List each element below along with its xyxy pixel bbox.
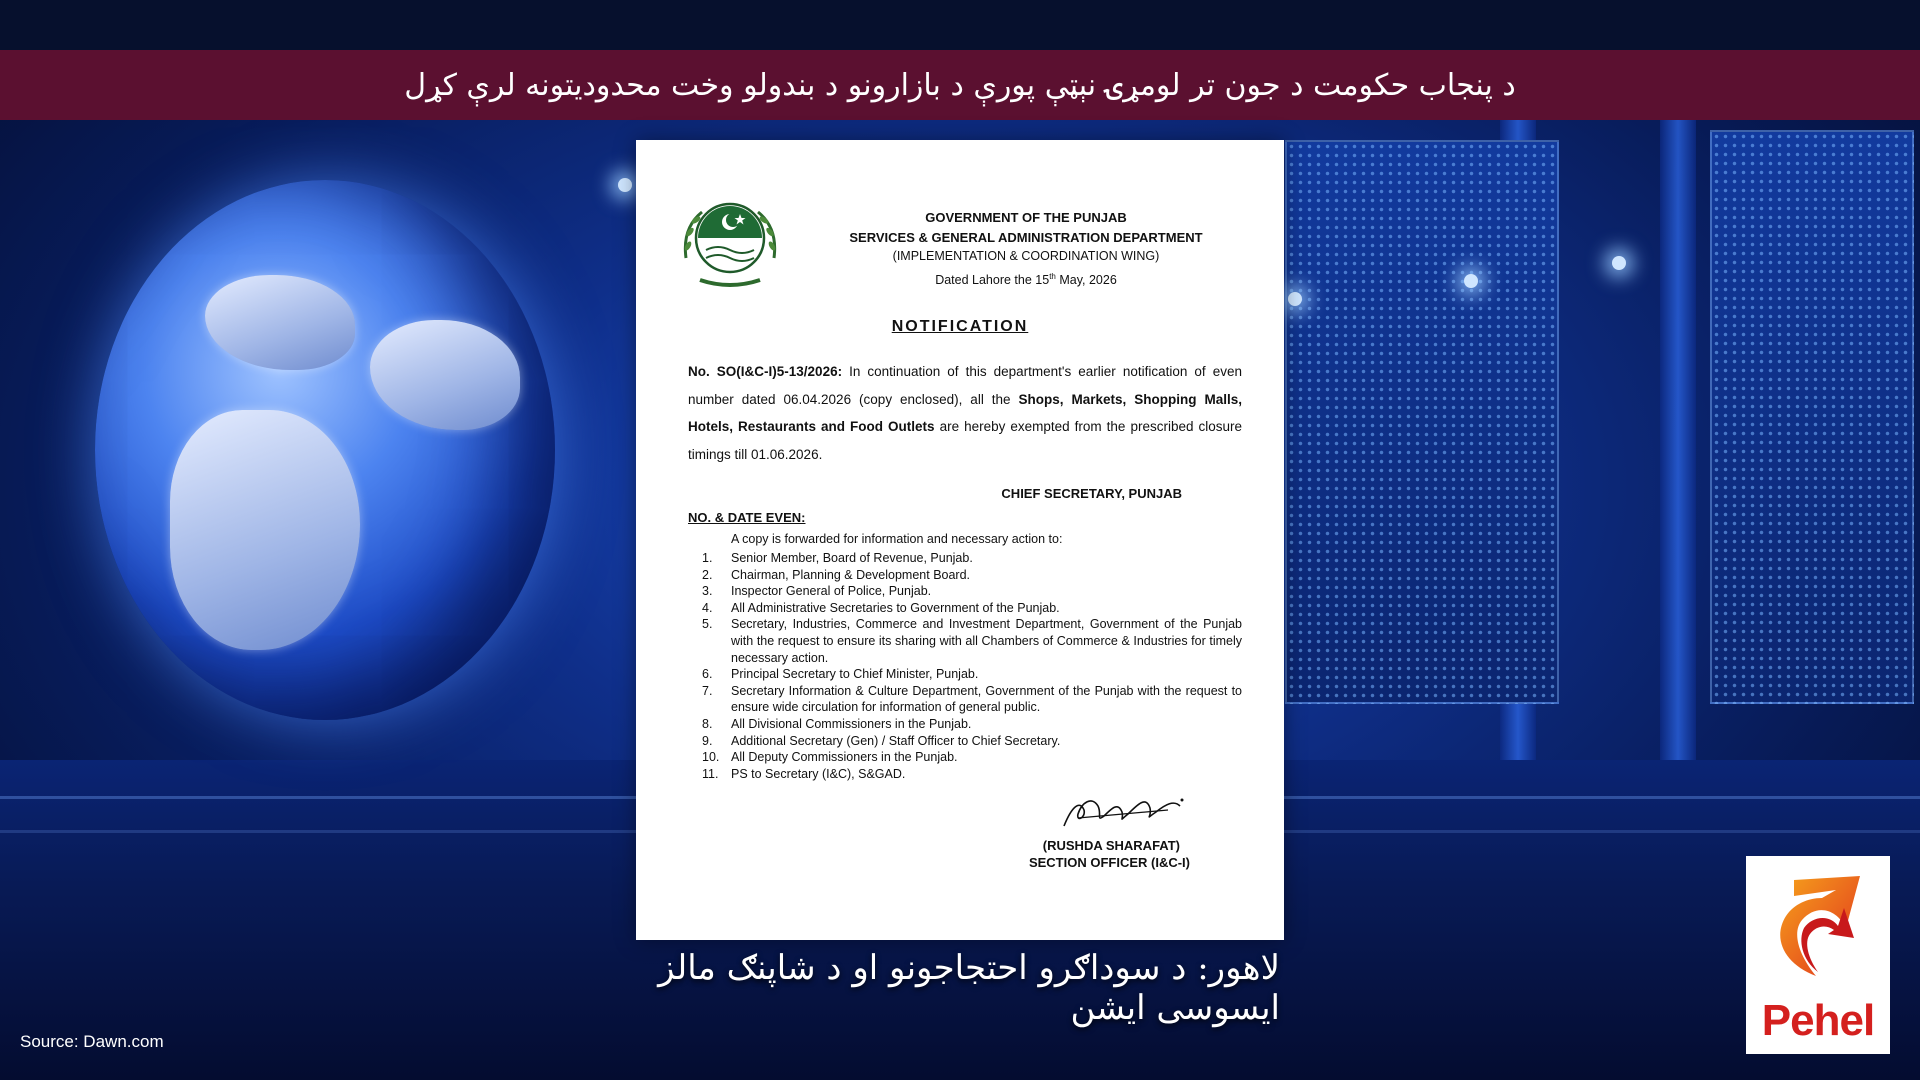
europe-shape — [205, 275, 355, 370]
notification-paragraph: No. SO(I&C-I)5-13/2026: In continuation of this department's earlier notification of even number dated 06.04.2026 (copy enclosed), all the Shops, Markets, Shopping Malls, Hotels, Restaurants and Food Outlets are hereby exempted from the prescribed closure timings till 01.06.2026. — [688, 364, 1243, 462]
recipient-text: Secretary, Industries, Commerce and Investment Department, Government of the Punjab with the request to ensure its sharing with all Chambers of Commerce & Industries for timely necessary action. — [731, 617, 1242, 665]
studio-pillar — [1660, 110, 1696, 760]
recipient-text: Senior Member, Board of Revenue, Punjab. — [731, 551, 973, 565]
recipient-item — [688, 683, 1242, 716]
headline-banner — [0, 50, 1920, 120]
document-header — [806, 208, 1246, 290]
recipient-text: All Deputy Commissioners in the Punjab. — [731, 750, 958, 765]
recipient-number: 4. — [702, 600, 713, 615]
recipient-number: 7. — [702, 683, 713, 698]
punjab-seal-icon — [678, 198, 782, 292]
globe — [95, 180, 555, 720]
recipient-text: Chairman, Planning & Development Board. — [731, 567, 971, 582]
header-department: SERVICES & GENERAL ADMINISTRATION DEPARTMENT — [849, 229, 1203, 245]
recipient-number: 2. — [702, 567, 713, 582]
caption-text: لاهور: د سوداګرو احتجاجونو او د شاپنګ مالز ایسوسی ایشن — [658, 948, 1280, 1028]
signatory-title: SECTION OFFICER (I&C-I) — [1028, 855, 1190, 870]
recipient-item — [688, 583, 1242, 600]
pehel-logo — [1746, 856, 1890, 1054]
copy-forwarded-line: A copy is forwarded for information and necessary action to: — [731, 532, 1063, 546]
recipient-text: All Administrative Secretaries to Government of the Punjab. — [731, 600, 1060, 615]
asia-shape — [370, 320, 520, 430]
recipient-item — [688, 733, 1242, 750]
chief-secretary-line: CHIEF SECRETARY, PUNJAB — [1001, 486, 1182, 501]
recipient-number: 6. — [702, 667, 713, 682]
recipient-text: All Divisional Commissioners in the Punjab. — [731, 716, 972, 731]
recipient-item — [688, 616, 1242, 666]
header-wing: (IMPLEMENTATION & COORDINATION WING) — [892, 249, 1160, 263]
world-map-panel — [1710, 130, 1914, 704]
source-credit: Source: Dawn.com — [20, 1032, 164, 1051]
recipient-item — [688, 766, 1242, 783]
notification-document — [636, 140, 1284, 940]
signatory-name: (RUSHDA SHARAFAT) — [1042, 838, 1180, 853]
recipients-list — [688, 550, 1242, 782]
studio-light — [618, 178, 632, 192]
studio-light — [1612, 256, 1626, 270]
no-date-even: NO. & DATE EVEN: — [688, 510, 806, 525]
recipient-number: 3. — [702, 584, 713, 599]
studio-light — [1288, 292, 1302, 306]
notification-number: No. SO(I&C-I)5-13/2026: — [688, 364, 843, 379]
header-date: Dated Lahore the 15th May, 2026 — [935, 271, 1117, 287]
caption-subtitle — [640, 948, 1280, 1028]
recipient-item — [688, 716, 1242, 733]
recipient-item — [688, 600, 1242, 617]
world-map-panel — [1285, 140, 1559, 704]
recipient-number: 9. — [702, 733, 713, 748]
recipient-item — [688, 567, 1242, 584]
notification-title: NOTIFICATION — [891, 318, 1029, 335]
recipient-number: 10. — [702, 750, 720, 765]
africa-shape — [170, 410, 360, 650]
pehel-logo-text: Pehel — [1761, 996, 1875, 1045]
recipient-item — [688, 749, 1242, 766]
recipient-number: 1. — [702, 551, 713, 565]
headline-text: د پنجاب حکومت د جون تر لومړۍ نېټې پورې د بازارونو د بندولو وخت محدودیتونه لرې کړل — [404, 67, 1516, 103]
recipient-item — [688, 666, 1242, 683]
recipient-text: Principal Secretary to Chief Minister, Punjab. — [731, 667, 979, 682]
recipient-text: Additional Secretary (Gen) / Staff Officer to Chief Secretary. — [731, 733, 1061, 748]
pehel-logo-icon — [1764, 868, 1872, 988]
exempted-businesses: Shops, Markets, Shopping Malls, Hotels, Restaurants and Food Outlets — [688, 391, 1243, 434]
recipient-number: 8. — [702, 716, 713, 731]
recipient-text: Secretary Information & Culture Department, Government of the Punjab with the request to ensure wide circulation for information of general public. — [731, 683, 1242, 715]
studio-light — [1464, 274, 1478, 288]
header-government: GOVERNMENT OF THE PUNJAB — [925, 210, 1127, 225]
recipient-number: 11. — [702, 766, 719, 781]
signature-icon — [1058, 788, 1188, 836]
studio-ceiling — [0, 0, 1920, 50]
recipient-number: 5. — [702, 617, 713, 632]
recipient-text: PS to Secretary (I&C), S&GAD. — [731, 766, 906, 781]
recipient-text: Inspector General of Police, Punjab. — [731, 584, 932, 599]
recipient-item — [688, 550, 1242, 567]
